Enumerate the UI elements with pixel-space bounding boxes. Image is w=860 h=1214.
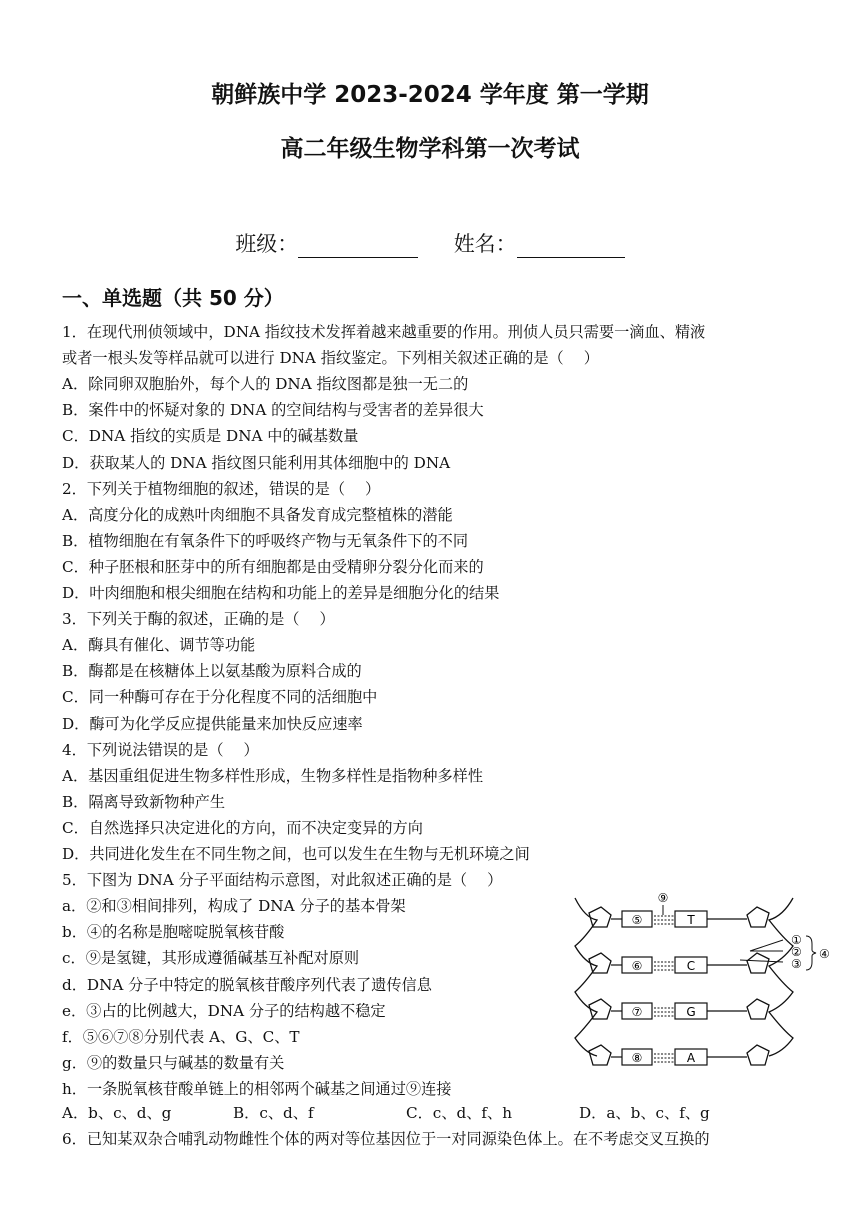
- question-line: B．案件中的怀疑对象的 DNA 的空间结构与受害者的差异很大: [62, 401, 484, 420]
- name-label: 姓名：: [453, 232, 517, 256]
- class-blank[interactable]: [298, 235, 418, 258]
- q5-option-c: C．c、d、f、h: [406, 1104, 513, 1122]
- q5-option-a: A．b、c、d、g: [62, 1104, 172, 1122]
- school-title: 朝鲜族中学 2023-2024 学年度 第一学期: [211, 82, 649, 108]
- base-right-label: T: [687, 913, 695, 927]
- question-line: d．DNA 分子中特定的脱氧核苷酸序列代表了遗传信息: [62, 975, 432, 994]
- base-pair-row: [589, 1045, 769, 1065]
- question-line: C．种子胚根和胚芽中的所有细胞都是由受精卵分裂分化而来的: [62, 557, 484, 576]
- question-line: a．②和③相间排列，构成了 DNA 分子的基本骨架: [62, 897, 406, 916]
- question-line: h．一条脱氧核苷酸单链上的相邻两个碱基之间通过⑨连接: [62, 1079, 452, 1098]
- class-label: 班级：: [235, 232, 299, 256]
- base-left-label: ⑤: [631, 913, 643, 927]
- question-line: e．③占的比例越大，DNA 分子的结构越不稳定: [62, 1001, 386, 1020]
- question-line: b．④的名称是胞嘧啶脱氧核苷酸: [62, 923, 285, 942]
- base-pair-row: [589, 953, 769, 973]
- question-line: 5．下图为 DNA 分子平面结构示意图，对此叙述正确的是（ ）: [62, 871, 503, 890]
- question-line: B．酶都是在核糖体上以氨基酸为原料合成的: [62, 662, 362, 681]
- question-6-line: 6．已知某双杂合哺乳动物雌性个体的两对等位基因位于一对同源染色体上。在不考虑交叉互换的: [62, 1130, 710, 1148]
- q5-option-b: B．c、d、f: [233, 1104, 314, 1122]
- label-1: ①: [791, 933, 802, 947]
- exam-title: 高二年级生物学科第一次考试: [280, 136, 580, 162]
- base-right-label: A: [686, 1051, 696, 1065]
- base-pair-row: [589, 907, 769, 927]
- base-right-label: G: [686, 1005, 696, 1019]
- student-info-row: [0, 228, 860, 258]
- question-line: 3．下列关于酶的叙述，正确的是（ ）: [62, 610, 335, 629]
- dna-structure-diagram: [555, 888, 845, 1088]
- question-line: 4．下列说法错误的是（ ）: [62, 740, 259, 759]
- question-line: C．同一种酶可存在于分化程度不同的活细胞中: [62, 688, 378, 707]
- section-title: 一、单选题（共 50 分）: [62, 286, 284, 310]
- question-line: c．⑨是氢键，其形成遵循碱基互补配对原则: [62, 949, 360, 968]
- label-2: ②: [791, 945, 802, 959]
- name-blank[interactable]: [517, 235, 625, 258]
- base-pair-row: [589, 999, 769, 1019]
- question-line: A．基因重组促进生物多样性形成，生物多样性是指物种多样性: [62, 766, 484, 785]
- question-line: C．DNA 指纹的实质是 DNA 中的碱基数量: [62, 427, 359, 446]
- question-line: D．共同进化发生在不同生物之间，也可以发生在生物与无机环境之间: [62, 845, 530, 863]
- label-4: ④: [819, 947, 830, 961]
- base-left-label: ⑥: [631, 959, 643, 973]
- question-line: 或者一根头发等样品就可以进行 DNA 指纹鉴定。下列相关叙述正确的是（ ）: [62, 349, 599, 368]
- label-3: ③: [791, 957, 802, 971]
- question-line: 2．下列关于植物细胞的叙述，错误的是（ ）: [62, 479, 381, 498]
- question-line: B．隔离导致新物种产生: [62, 792, 226, 811]
- question-line: 1．在现代刑侦领域中，DNA 指纹技术发挥着越来越重要的作用。刑侦人员只需要一滴血、精液: [62, 323, 706, 341]
- question-line: f．⑤⑥⑦⑧分别代表 A、G、C、T: [62, 1027, 300, 1046]
- base-left-label: ⑦: [631, 1005, 643, 1019]
- question-line: D．酶可为化学反应提供能量来加快反应速率: [62, 714, 363, 733]
- label-9: ⑨: [657, 891, 669, 905]
- base-right-label: C: [686, 959, 696, 973]
- q5-option-d: D．a、b、c、f、g: [579, 1104, 710, 1122]
- base-left-label: ⑧: [631, 1051, 643, 1065]
- question-line: A．高度分化的成熟叶肉细胞不具备发育成完整植株的潜能: [62, 505, 453, 524]
- question-line: D．获取某人的 DNA 指纹图只能利用其体细胞中的 DNA: [62, 453, 451, 472]
- question-line: C．自然选择只决定进化的方向，而不决定变异的方向: [62, 818, 423, 837]
- question-line: A．除同卵双胞胎外，每个人的 DNA 指纹图都是独一无二的: [62, 375, 469, 394]
- question-line: g．⑨的数量只与碱基的数量有关: [62, 1053, 285, 1072]
- question-line: D．叶肉细胞和根尖细胞在结构和功能上的差异是细胞分化的结果: [62, 584, 500, 602]
- question-line: A．酶具有催化、调节等功能: [62, 636, 256, 655]
- question-line: B．植物细胞在有氧条件下的呼吸终产物与无氧条件下的不同: [62, 531, 469, 550]
